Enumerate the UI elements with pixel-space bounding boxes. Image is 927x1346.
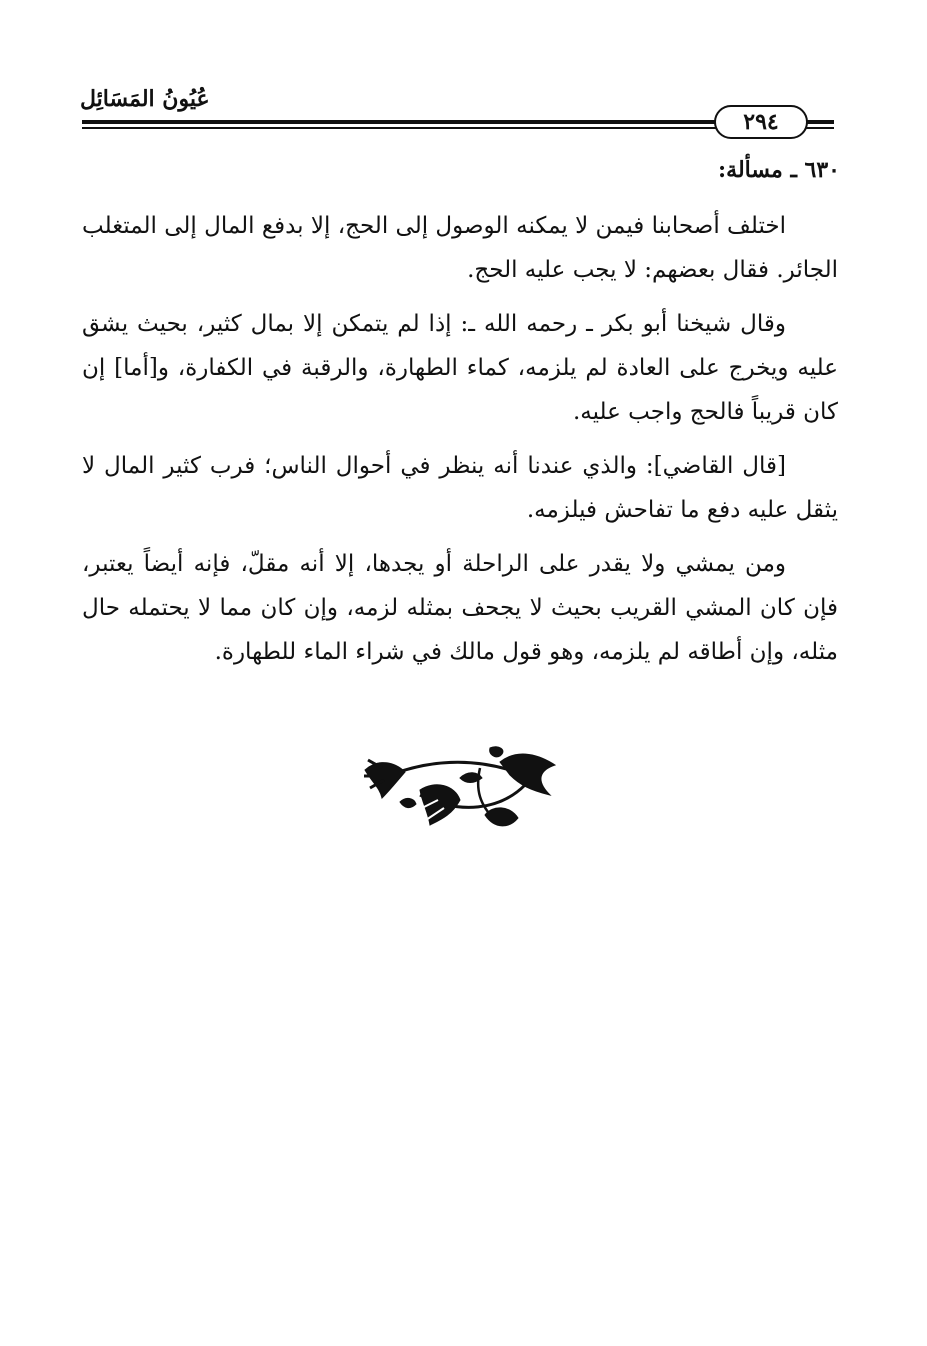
paragraph: [قال القاضي]: والذي عندنا أنه ينظر في أحوال الناس؛ فرب كثير المال لا يثقل عليه دفع ما تفاحش فيلزمه. [82,453,838,523]
paragraph: ومن يمشي ولا يقدر على الراحلة أو يجدها، إلا أنه مقلّ، فإنه أيضاً يعتبر، فإن كان المشي القريب بحيث لا يجحف بمثله لزمه، وإن كان مما لا يحتمله حال مثله، وإن أطاقه لم يلزمه، وهو قول مالك في شراء الماء للطهارة. [82,551,838,665]
floral-tulip-ornament-icon [360,740,565,835]
section-heading: ٦٣٠ ـ مسألة: [718,157,840,183]
paragraph: وقال شيخنا أبو بكر ـ رحمه الله ـ: إذا لم يتمكن إلا بمال كثير، بحيث يشق عليه ويخرج على العادة لم يلزمه، كماء الطهارة، والرقبة في الكفارة، و[أما] إن كان قريباً فالحج واجب عليه. [82,311,838,425]
page-number: ٢٩٤ [714,105,808,139]
running-title: عُيُونُ المَسَائِل [80,86,210,112]
body-text [82,204,838,684]
paragraph: اختلف أصحابنا فيمن لا يمكنه الوصول إلى الحج، إلا بدفع المال إلى المتغلب الجائر. فقال بعضهم: لا يجب عليه الحج. [82,213,838,283]
